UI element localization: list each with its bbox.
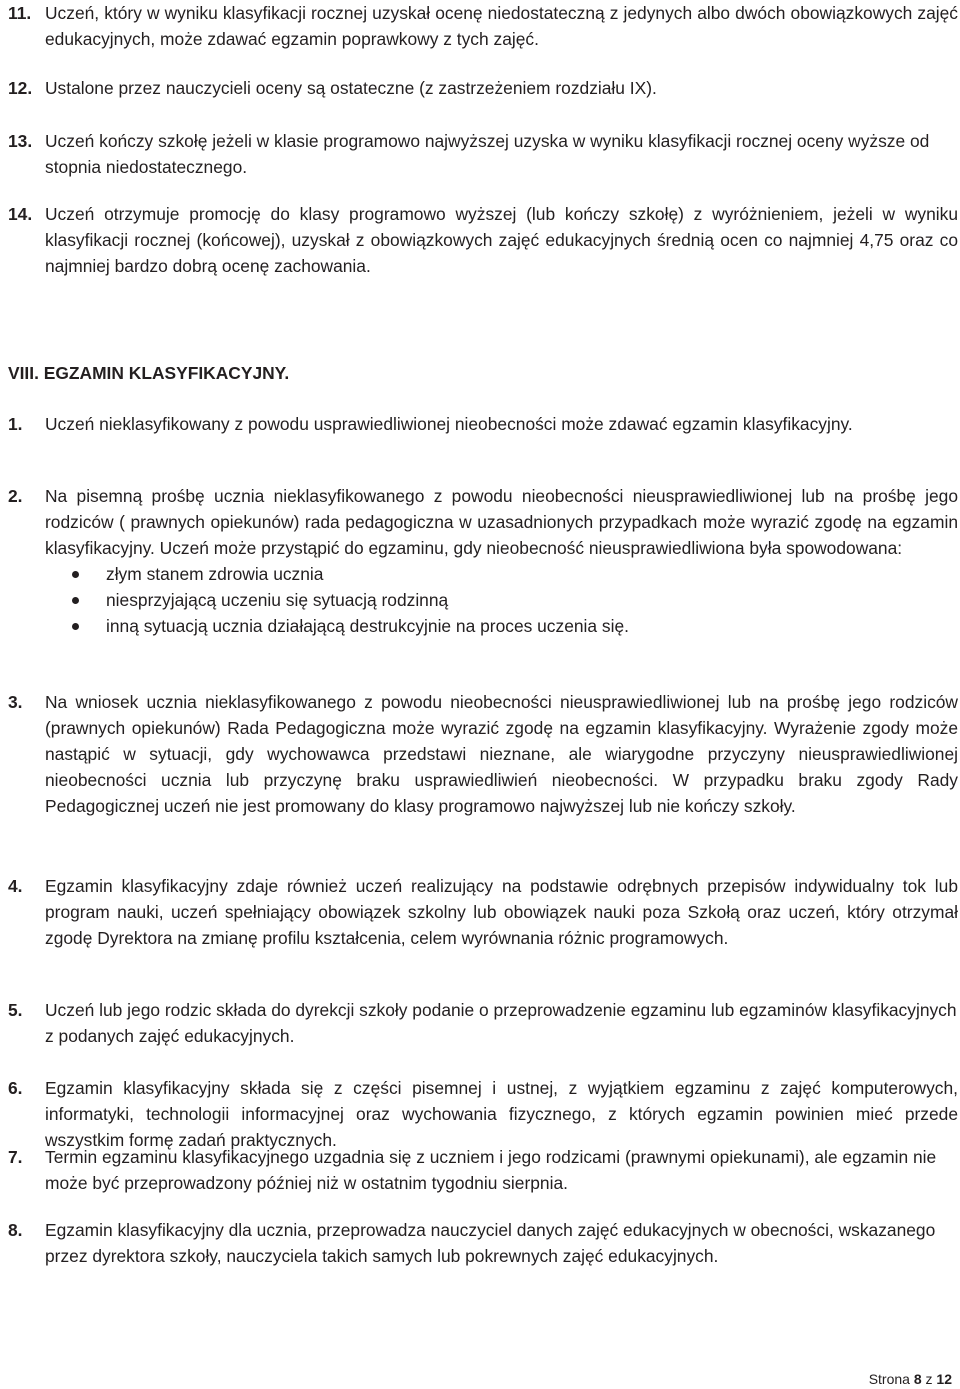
footer-total-pages: 12: [936, 1371, 952, 1387]
paragraph-11: [8, 0, 958, 52]
section-item-7: [8, 1144, 958, 1196]
paragraph-text: Egzamin klasyfikacyjny składa się z części pisemnej i ustnej, z wyjątkiem egzaminu z zajęć komputerowych, informatyki, technologii informacyjnej oraz wychowania fizycznego, z których egzamin powinien mieć przede wszystkim formę zadań praktycznych.: [45, 1078, 958, 1151]
section-heading: VIII. EGZAMIN KLASYFIKACYJNY.: [8, 363, 290, 383]
paragraph-number: 3.: [8, 692, 23, 712]
section-item-8: [8, 1217, 958, 1269]
section-item-1: [8, 411, 958, 437]
paragraph-number: 2.: [8, 486, 23, 506]
paragraph-number: 12.: [8, 78, 33, 98]
paragraph-number: 8.: [8, 1220, 23, 1240]
footer-page-number: 8: [913, 1371, 922, 1387]
footer-separator: z: [925, 1371, 933, 1387]
section-item-4: [8, 873, 958, 951]
paragraph-text: Uczeń, który w wyniku klasyfikacji rocznej uzyskał ocenę niedostateczną z jedynych albo dwóch obowiązkowych zajęć edukacyjnych, może zdawać egzamin poprawkowy z tych zajęć.: [45, 3, 958, 50]
paragraph-number: 7.: [8, 1147, 23, 1167]
paragraph-text: Termin egzaminu klasyfikacyjnego uzgadnia się z uczniem i jego rodzicami (prawnymi opiekunami), ale egzamin nie może być przeprowadzony później niż w ostatnim tygodniu sierpnia.: [45, 1147, 937, 1194]
paragraph-text: Uczeń nieklasyfikowany z powodu usprawiedliwionej nieobecności może zdawać egzamin klasyfikacyjny.: [45, 414, 853, 434]
paragraph-14: [8, 201, 958, 279]
paragraph-text: Uczeń otrzymuje promocję do klasy programowo wyższej (lub kończy szkołę) z wyróżnieniem, jeżeli w wyniku klasyfikacji rocznej (końcowej), uzyskał z obowiązkowych zajęć edukacyjnych średnią ocen co najmniej 4,75 oraz co najmniej bardzo dobrą ocenę zachowania.: [45, 204, 958, 277]
bullet-item: złym stanem zdrowia ucznia: [45, 561, 958, 587]
paragraph-text: Uczeń lub jego rodzic składa do dyrekcji szkoły podanie o przeprowadzenie egzaminu lub egzaminów klasyfikacyjnych z podanych zajęć edukacyjnych.: [45, 1000, 957, 1047]
paragraph-number: 5.: [8, 1000, 23, 1020]
paragraph-13: [8, 128, 958, 180]
paragraph-text: Na pisemną prośbę ucznia nieklasyfikowanego z powodu nieobecności nieusprawiedliwionej lub na prośbę jego rodziców ( prawnych opiekunów) rada pedagogiczna w uzasadnionych przypadkach może wyrazić zgodę na egzamin klasyfikacyjny. Uczeń może przystąpić do egzaminu, gdy nieobecność nieusprawiedliwiona była spowodowana:: [45, 486, 958, 559]
paragraph-text: Egzamin klasyfikacyjny zdaje również uczeń realizujący na podstawie odrębnych przepisów indywidualny tok lub program nauki, uczeń spełniający obowiązek szkolny lub obowiązek nauki poza Szkołą oraz uczeń, który otrzymał zgodę Dyrektora na zmianę profilu kształcenia, celem wyrównania różnic programowych.: [45, 876, 958, 949]
paragraph-text: Na wniosek ucznia nieklasyfikowanego z powodu nieobecności nieusprawiedliwionej lub na prośbę jego rodziców (prawnych opiekunów) Rada Pedagogiczna może wyrazić zgodę na egzamin klasyfikacyjny. Wyrażenie zgody może nastąpić w sytuacji, gdy wychowawca przedstawi nieznane, ale wiarygodne przyczyny nieusprawiedliwionej nieobecności ucznia lub przyczynę braku usprawiedliwień nieobecności. W przypadku braku zgody Rady Pedagogicznej uczeń nie jest promowany do klasy programowo najwyższej lub nie kończy szkoły.: [45, 692, 958, 817]
section-item-5: [8, 997, 958, 1049]
bullet-item: niesprzyjającą uczeniu się sytuacją rodzinną: [45, 587, 958, 613]
paragraph-text: Uczeń kończy szkołę jeżeli w klasie programowo najwyższej uzyska w wyniku klasyfikacji rocznej oceny wyższe od stopnia niedostatecznego.: [45, 131, 930, 178]
paragraph-number: 11.: [8, 3, 32, 23]
paragraph-number: 1.: [8, 414, 23, 434]
bullet-list: [45, 561, 958, 639]
section-item-6: [8, 1075, 958, 1153]
footer-prefix: Strona: [868, 1371, 910, 1387]
section-item-3: [8, 689, 958, 819]
paragraph-number: 4.: [8, 876, 23, 896]
paragraph-text: Egzamin klasyfikacyjny dla ucznia, przeprowadza nauczyciel danych zajęć edukacyjnych w obecności, wskazanego przez dyrektora szkoły, nauczyciela takich samych lub pokrewnych zajęć edukacyjnych.: [45, 1220, 936, 1267]
paragraph-number: 13.: [8, 131, 33, 151]
paragraph-text: Ustalone przez nauczycieli oceny są ostateczne (z zastrzeżeniem rozdziału IX).: [45, 78, 657, 98]
paragraph-number: 14.: [8, 204, 33, 224]
paragraph-number: 6.: [8, 1078, 23, 1098]
section-item-2: [8, 483, 958, 640]
page-footer: [869, 1370, 952, 1388]
paragraph-12: [8, 75, 958, 101]
bullet-item: inną sytuacją ucznia działającą destrukcyjnie na proces uczenia się.: [45, 613, 958, 639]
